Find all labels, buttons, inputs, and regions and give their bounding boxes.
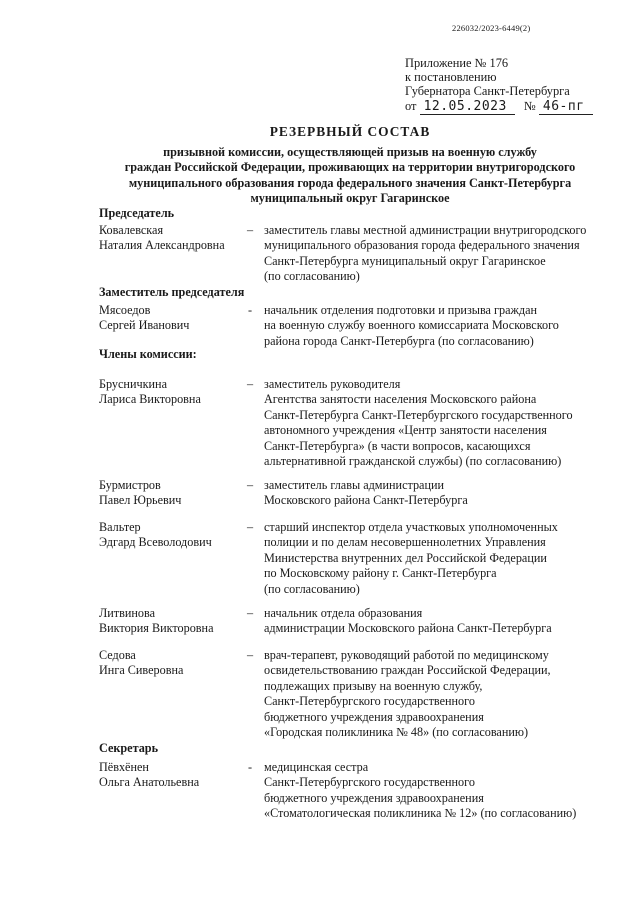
given-names: Наталия Александровна bbox=[99, 238, 225, 253]
desc-line: медицинская сестра bbox=[264, 760, 369, 774]
number-prefix: № bbox=[523, 98, 536, 113]
surname: Пёвхёнен bbox=[99, 760, 149, 774]
desc-line: Санкт-Петербурга Санкт-Петербургского государственного bbox=[264, 407, 573, 422]
desc-line: начальник отделения подготовки и призыва граждан bbox=[264, 303, 538, 317]
surname: Брусничкина bbox=[99, 377, 167, 391]
desc-line: Санкт-Петербурга муниципальный округ Гагаринское bbox=[264, 253, 546, 268]
subtitle-line: муниципального образования города федерального значения Санкт-Петербурга bbox=[128, 175, 572, 190]
entry-description bbox=[264, 303, 624, 349]
desc-line: полиции и по делам несовершеннолетних Управления bbox=[264, 535, 546, 550]
appendix-block bbox=[405, 56, 593, 115]
desc-line: (по согласованию) bbox=[264, 581, 360, 596]
desc-line: освидетельствованию граждан Российской Федерации, bbox=[264, 663, 551, 678]
document-title: РЕЗЕРВНЫЙ СОСТАВ bbox=[269, 124, 431, 139]
desc-line: Московского района Санкт-Петербурга bbox=[264, 493, 468, 508]
dash: – bbox=[246, 520, 254, 534]
desc-line: «Городская поликлиника № 48» (по согласованию) bbox=[264, 725, 529, 740]
desc-line: заместитель главы администрации bbox=[264, 478, 445, 492]
dash: – bbox=[246, 377, 254, 391]
given-names: Павел Юрьевич bbox=[99, 493, 182, 508]
given-names: Виктория Викторовна bbox=[99, 621, 214, 636]
surname: Седова bbox=[99, 648, 136, 662]
desc-line: Министерства внутренних дел Российской Федерации bbox=[264, 550, 547, 565]
desc-line: альтернативной гражданской службы) (по согласованию) bbox=[264, 454, 562, 469]
desc-line: «Стоматологическая поликлиника № 12» (по согласованию) bbox=[264, 806, 577, 821]
desc-line: Агентства занятости населения Московского района bbox=[264, 392, 537, 407]
section-chair: Председатель bbox=[99, 206, 175, 220]
desc-line: бюджетного учреждения здравоохранения bbox=[264, 709, 484, 724]
dash: – bbox=[246, 478, 254, 492]
entry-description bbox=[264, 606, 624, 637]
date-prefix: от bbox=[405, 98, 417, 113]
surname: Мясоедов bbox=[99, 303, 151, 317]
section-deputy: Заместитель председателя bbox=[99, 285, 245, 299]
document-title-block bbox=[60, 124, 640, 207]
entry-description bbox=[264, 760, 624, 822]
entry-name bbox=[99, 303, 249, 334]
given-names: Сергей Иванович bbox=[99, 318, 190, 333]
given-names: Инга Сиверовна bbox=[99, 663, 184, 678]
subtitle-line: муниципальный округ Гагаринское bbox=[250, 191, 450, 206]
surname: Вальтер bbox=[99, 520, 141, 534]
given-names: Ольга Анатольевна bbox=[99, 775, 200, 790]
dash: - bbox=[247, 760, 253, 774]
desc-line: Санкт-Петербурга» (в части вопросов, касающихся bbox=[264, 438, 531, 453]
entry-name bbox=[99, 760, 249, 791]
entry-description bbox=[264, 520, 624, 597]
desc-line: врач-терапевт, руководящий работой по медицинскому bbox=[264, 648, 549, 662]
surname: Ковалевская bbox=[99, 223, 164, 237]
decree-date: 12.05.2023 bbox=[420, 100, 515, 115]
entry-name bbox=[99, 377, 249, 408]
desc-line: начальник отдела образования bbox=[264, 606, 423, 620]
appendix-authority: Губернатора Санкт-Петербурга bbox=[405, 84, 570, 99]
entry-description bbox=[264, 223, 624, 285]
desc-line: по Московскому району г. Санкт-Петербурга bbox=[264, 566, 497, 581]
dash: - bbox=[247, 303, 253, 317]
dash: – bbox=[246, 223, 254, 237]
desc-line: Санкт-Петербургского государственного bbox=[264, 775, 475, 790]
appendix-date-row bbox=[405, 99, 593, 115]
entry-description bbox=[264, 648, 624, 740]
entry-name bbox=[99, 223, 249, 254]
document-id: 226032/2023-6449(2) bbox=[452, 23, 531, 33]
dash: – bbox=[246, 606, 254, 620]
desc-line: района города Санкт-Петербурга (по согласованию) bbox=[264, 333, 534, 348]
desc-line: старший инспектор отдела участковых уполномоченных bbox=[264, 520, 558, 534]
dash: – bbox=[246, 648, 254, 662]
appendix-number: Приложение № 176 bbox=[405, 56, 509, 70]
given-names: Лариса Викторовна bbox=[99, 392, 201, 407]
desc-line: (по согласованию) bbox=[264, 269, 360, 284]
given-names: Эдгард Всеволодович bbox=[99, 535, 212, 550]
entry-name bbox=[99, 606, 249, 637]
desc-line: на военную службу военного комиссариата Московского bbox=[264, 318, 559, 333]
desc-line: заместитель руководителя bbox=[264, 377, 401, 391]
entry-description bbox=[264, 478, 624, 509]
desc-line: администрации Московского района Санкт-Петербурга bbox=[264, 621, 552, 636]
desc-line: автономного учреждения «Центр занятости населения bbox=[264, 423, 547, 438]
surname: Литвинова bbox=[99, 606, 156, 620]
section-secretary: Секретарь bbox=[99, 741, 159, 755]
desc-line: подлежащих призыву на военную службу, bbox=[264, 678, 483, 693]
entry-description bbox=[264, 377, 624, 469]
section-members: Члены комиссии: bbox=[99, 347, 197, 361]
entry-name bbox=[99, 478, 249, 509]
surname: Бурмистров bbox=[99, 478, 161, 492]
desc-line: бюджетного учреждения здравоохранения bbox=[264, 790, 484, 805]
entry-name bbox=[99, 520, 249, 551]
subtitle-line: граждан Российской Федерации, проживающих на территории внутригородского bbox=[124, 160, 576, 175]
subtitle-line: призывной комиссии, осуществляющей призыв на военную службу bbox=[163, 145, 537, 159]
desc-line: Санкт-Петербургского государственного bbox=[264, 694, 475, 709]
decree-number: 46-пг bbox=[539, 100, 593, 115]
entry-name bbox=[99, 648, 249, 679]
appendix-ref: к постановлению bbox=[405, 70, 497, 85]
desc-line: муниципального образования города федерального значения bbox=[264, 238, 580, 253]
desc-line: заместитель главы местной администрации внутригородского bbox=[264, 223, 587, 237]
